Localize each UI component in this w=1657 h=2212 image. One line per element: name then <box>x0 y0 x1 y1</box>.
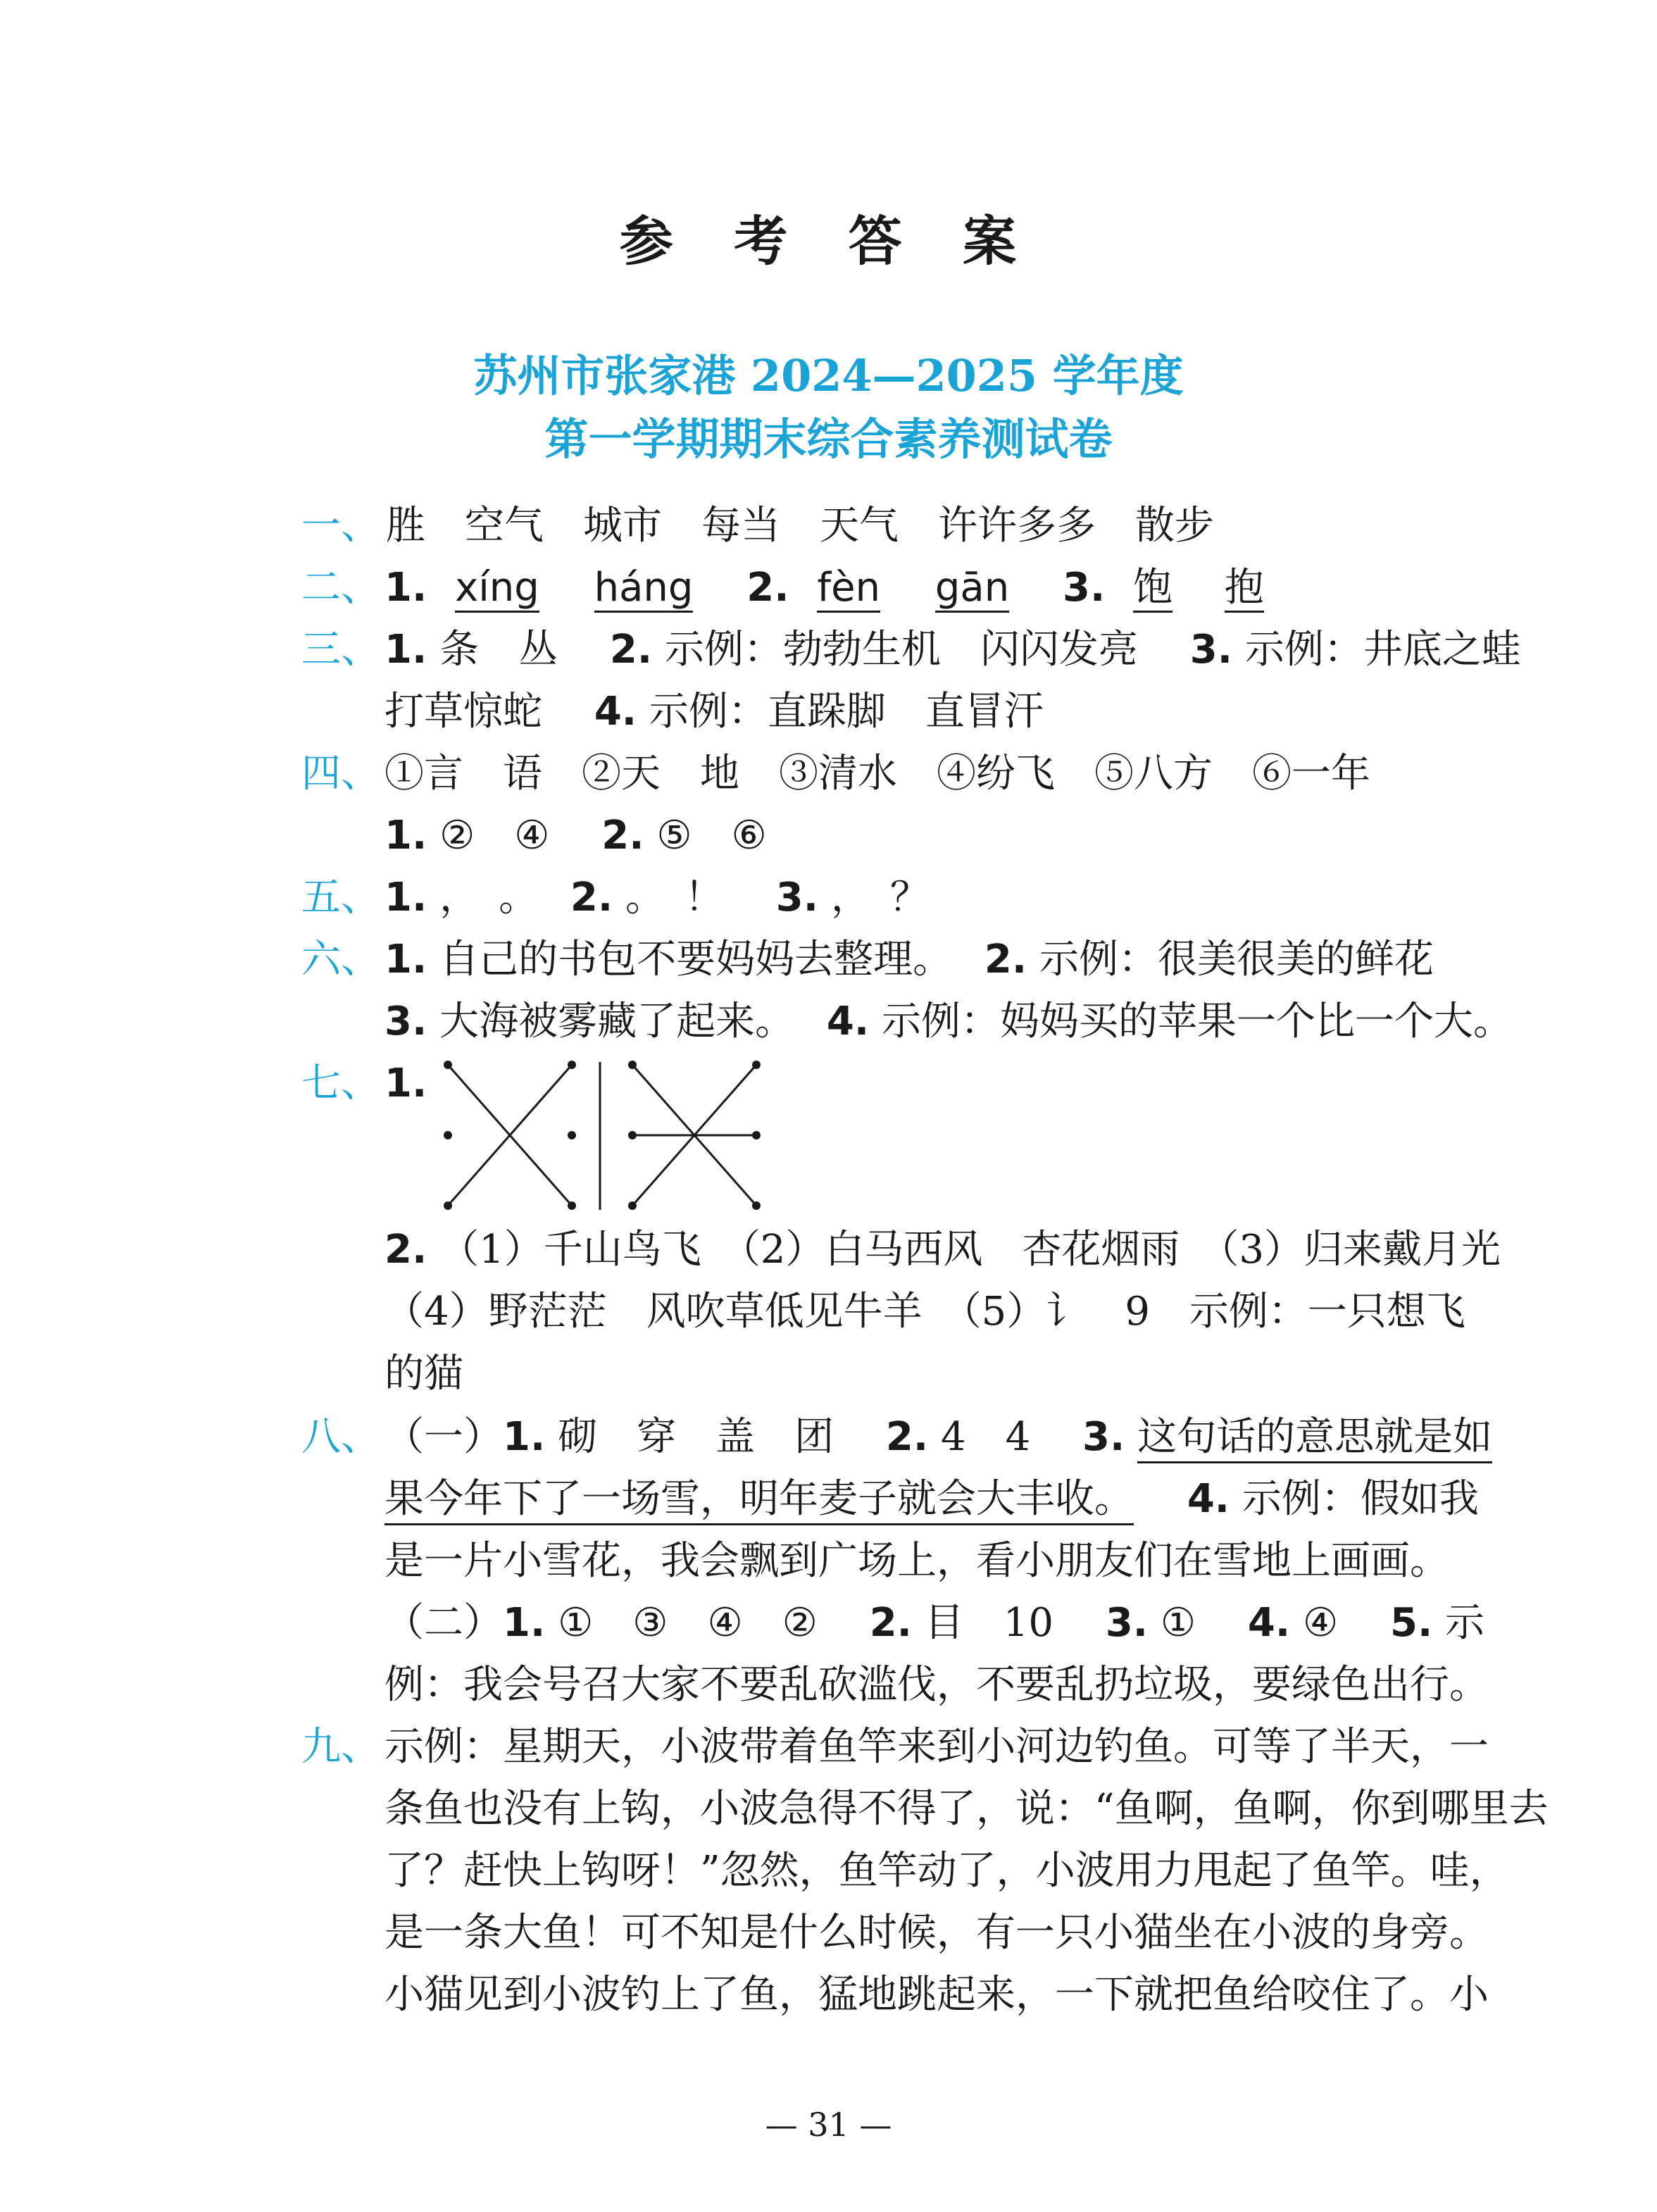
item-number: 2. <box>384 1227 427 1273</box>
item-number: 1. <box>384 813 427 858</box>
pinyin-answer: xíng <box>455 565 539 613</box>
item-number: 5. <box>1389 1600 1433 1646</box>
pinyin-answer: fèn <box>817 565 880 613</box>
item-number: 2. <box>601 813 644 858</box>
answer-text: 示例：勃勃生机 闪闪发亮 <box>664 627 1177 673</box>
answer-text: 的猫 <box>384 1351 463 1396</box>
item-number: 2. <box>570 875 613 920</box>
answer-text: 打草惊蛇 <box>384 689 582 735</box>
item-number: 1. <box>384 627 427 673</box>
part-label: （一） <box>384 1414 503 1460</box>
answer-text: 示例：妈妈买的苹果一个比一个大。 <box>881 999 1513 1044</box>
item-number: 2. <box>984 937 1027 982</box>
answer-text: 小猫见到小波钓上了鱼，猛地跳起来，一下就把鱼给咬住了。小 <box>384 1972 1489 2018</box>
item-number: 3. <box>1082 1414 1125 1460</box>
section-label: 三、 <box>301 627 380 673</box>
item-number: 1. <box>384 875 427 920</box>
item-number: 1. <box>384 1061 427 1106</box>
match-dot <box>628 1201 637 1210</box>
answer-text: 目 10 <box>924 1600 1094 1646</box>
item-number: 2. <box>885 1414 929 1460</box>
answer-text: ④ <box>1302 1600 1378 1646</box>
item-number: 1. <box>384 565 427 611</box>
item-number: 3. <box>775 875 818 920</box>
answer-text: 砌 穿 盖 团 <box>558 1414 874 1460</box>
answer-text: ① ③ ④ ② <box>558 1600 857 1646</box>
matching-lines-diagram <box>423 1056 789 1225</box>
char-answer: 饱 <box>1133 565 1173 613</box>
answer-text: 示例：直跺脚 直冒汗 <box>649 689 1044 735</box>
answer-text: ， 。 <box>439 875 558 920</box>
char-answer: 抱 <box>1225 565 1264 613</box>
answer-text: 是一片小雪花，我会飘到广场上，看小朋友们在雪地上画画。 <box>384 1538 1449 1584</box>
item-number: 1. <box>503 1600 546 1646</box>
section-label: 八、 <box>301 1414 380 1460</box>
match-dot <box>444 1061 452 1069</box>
pinyin-answer: gān <box>935 565 1009 613</box>
item-number: 2. <box>609 627 653 673</box>
answer-text: ⑤ ⑥ <box>656 813 767 858</box>
match-dot <box>568 1201 576 1210</box>
item-number: 3. <box>384 999 427 1044</box>
section-label: 七、 <box>301 1061 380 1106</box>
page-number: — 31 — <box>765 2106 892 2144</box>
match-dot <box>752 1131 761 1139</box>
underlined-answer: 这句话的意思就是如 <box>1137 1414 1492 1463</box>
answer-text: 自己的书包不要妈妈去整理。 <box>439 937 973 982</box>
match-dot <box>752 1201 761 1210</box>
section-label: 九、 <box>301 1724 380 1770</box>
match-dot <box>444 1131 452 1139</box>
pinyin-answer: háng <box>594 565 694 613</box>
item-number: 3. <box>1063 565 1106 611</box>
item-number: 3. <box>1105 1600 1149 1646</box>
answer-text: 大海被雾藏了起来。 <box>439 999 815 1044</box>
item-number: 4. <box>1187 1476 1230 1522</box>
underlined-answer: 果今年下了一场雪，明年麦子就会大丰收。 <box>384 1476 1134 1525</box>
answer-text: 4 4 <box>940 1414 1070 1460</box>
match-dot <box>568 1061 576 1069</box>
item-number: 4. <box>1247 1600 1291 1646</box>
answer-text: ① <box>1160 1600 1236 1646</box>
answer-text: ①言 语 ②天 地 ③清水 ④纷飞 ⑤八方 ⑥一年 <box>384 751 1370 796</box>
match-dot <box>628 1131 637 1139</box>
section-label: 二、 <box>301 565 380 611</box>
item-number: 3. <box>1189 627 1232 673</box>
answer-text: 。 ！ <box>625 875 763 920</box>
part-label: （二） <box>384 1600 503 1646</box>
item-number: 2. <box>869 1600 912 1646</box>
section-label: 四、 <box>301 751 380 796</box>
section-label: 六、 <box>301 937 380 982</box>
answer-text: 是一条大鱼！可不知是什么时候，有一只小猫坐在小波的身旁。 <box>384 1910 1489 1956</box>
answer-text: 了？赶快上钩呀！”忽然，鱼竿动了，小波用力甩起了鱼竿。哇， <box>384 1848 1509 1894</box>
answer-text: 示例：井底之蛙 <box>1244 627 1521 673</box>
match-dot <box>444 1201 452 1210</box>
item-number: 1. <box>503 1414 546 1460</box>
item-number: 1. <box>384 937 427 982</box>
match-dot <box>568 1131 576 1139</box>
match-dot <box>752 1061 761 1069</box>
section-label: 五、 <box>301 875 380 920</box>
item-number: 2. <box>746 565 789 611</box>
section-label: 一、 <box>301 503 380 549</box>
answer-text: ， ？ <box>830 875 930 920</box>
answer-text: 例：我会号召大家不要乱砍滥伐，不要乱扔垃圾，要绿色出行。 <box>384 1662 1489 1708</box>
answer-text: ② ④ <box>439 813 589 858</box>
answer-text: （4）野茫茫 风吹草低见牛羊 （5）讠 9 示例：一只想飞 <box>384 1289 1465 1335</box>
exam-title-line1: 苏州市张家港 2024—2025 学年度 <box>473 350 1184 401</box>
answer-text: 条鱼也没有上钩，小波急得不得了，说：“鱼啊，鱼啊，你到哪里去 <box>384 1786 1549 1832</box>
answer-text: 胜 空气 城市 每当 天气 许许多多 散步 <box>386 503 1214 549</box>
answer-text: （1）千山鸟飞 （2）白马西风 杏花烟雨 （3）归来戴月光 <box>439 1227 1501 1273</box>
answer-text: 示例：星期天，小波带着鱼竿来到小河边钓鱼。可等了半天，一 <box>384 1724 1489 1770</box>
item-number: 4. <box>594 689 637 735</box>
answer-text: 示例：很美很美的鲜花 <box>1039 937 1434 982</box>
match-dot <box>628 1061 637 1069</box>
item-number: 4. <box>826 999 870 1044</box>
page-title: 参 考 答 案 <box>619 210 1038 273</box>
answer-text: 示例：假如我 <box>1242 1476 1479 1522</box>
exam-title-line2: 第一学期期末综合素养测试卷 <box>544 413 1113 465</box>
answer-text: 示 <box>1445 1600 1485 1646</box>
answer-text: 条 丛 <box>439 627 598 673</box>
